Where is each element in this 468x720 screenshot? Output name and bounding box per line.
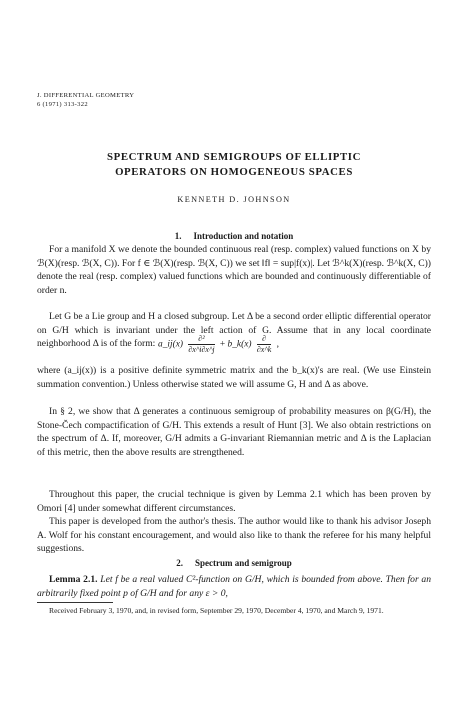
- equation-den-1: ∂x^i∂x^j: [188, 345, 215, 354]
- section-2-title: Spectrum and semigroup: [194, 558, 292, 568]
- equation-plus: +: [219, 339, 226, 350]
- journal-volume: 6 (1971) 313-322: [37, 100, 88, 108]
- lemma-label: Lemma 2.1.: [49, 574, 98, 585]
- title-line-2: OPERATORS ON HOMOGENEOUS SPACES: [115, 166, 353, 178]
- lemma-text: Let f be a real valued C²-function on G/H, which is bounded from above. Then for an arbitrarily fixed point p of G/H and for any ε > 0,: [37, 574, 431, 599]
- section-2-heading: [0, 558, 468, 568]
- equation-coef-b: b_k(x): [227, 339, 252, 350]
- paragraph-4-text: In § 2, we show that Δ generates a continuous semigroup of probability measures on β(G/H), the Stone-Čech compactification of G/H. This extends a result of Hunt [3]. We also obtain restrictions on the spectrum of Δ. If, moreover, G/H admits a G-invariant Riemannian metric and Δ is the Laplacian of this metric, then the above results are strengthened.: [37, 406, 431, 458]
- footnote-text: Received February 3, 1970, and, in revised form, September 29, 1970, December 4, 1970, and March 9, 1971.: [49, 606, 384, 615]
- equation-num-1: ∂²: [188, 334, 214, 345]
- equation-coef-a: a_ij(x): [158, 339, 183, 350]
- lemma-2-1: [37, 573, 431, 600]
- paragraph-3: [37, 364, 431, 391]
- equation-num-2: ∂: [257, 334, 271, 345]
- paper-title: [0, 150, 468, 180]
- equation-fraction-2: [257, 334, 271, 355]
- equation-comma: ,: [276, 339, 279, 350]
- section-1-title: Introduction and notation: [193, 231, 294, 241]
- paragraph-3-text: where (a_ij(x)) is a positive definite symmetric matrix and the b_k(x)'s are real. (We use Einstein summation convention.) Unless otherwise stated we will assume G, H and Δ as above.: [37, 365, 431, 390]
- section-2-number: 2.: [176, 558, 183, 568]
- section-1-number: 1.: [174, 231, 182, 241]
- paragraph-6-text: This paper is developed from the author's thesis. The author would like to thank his advisor Joseph A. Wolf for his constant encouragement, and would also like to thank the referee for his many helpful suggestions.: [37, 516, 431, 555]
- footnote: [37, 606, 431, 617]
- paragraph-5: [37, 488, 431, 515]
- journal-name: J. DIFFERENTIAL GEOMETRY: [37, 92, 135, 99]
- footnote-rule: [37, 602, 113, 603]
- display-equation: [158, 334, 279, 355]
- title-line-1: SPECTRUM AND SEMIGROUPS OF ELLIPTIC: [107, 151, 361, 163]
- equation-fraction-1: [188, 334, 214, 355]
- paragraph-5-text: Throughout this paper, the crucial technique is given by Lemma 2.1 which has been proven by Omori [4] under somewhat different circumstances.: [37, 489, 431, 514]
- paragraph-4: [37, 405, 431, 459]
- paragraph-6: [37, 515, 431, 556]
- equation-den-2: ∂x^k: [256, 345, 272, 354]
- journal-header: [37, 92, 134, 109]
- paragraph-1-text: For a manifold X we denote the bounded continuous real (resp. complex) valued functions on X by ℬ(X)(resp. ℬ(X, C)). For f ∈ ℬ(X)(resp. ℬ(X, C)) we set ‖f‖ = sup|f(x)|. Let ℬ^k(X)(resp. ℬ^k(X, C)) denote the real (resp. complex) valued functions which are bounded and continuously differentiable of order n.: [37, 244, 431, 296]
- paragraph-1: [37, 243, 431, 297]
- author-name: KENNETH D. JOHNSON: [177, 195, 291, 204]
- paragraph-2-text: Let G be a Lie group and H a closed subgroup. Let Δ be a second order elliptic differential operator on G/H which is invariant under the left action of G. Assume that in any local coordinate neighborhood Δ is of the form:: [37, 311, 431, 350]
- section-1-heading: [0, 231, 468, 241]
